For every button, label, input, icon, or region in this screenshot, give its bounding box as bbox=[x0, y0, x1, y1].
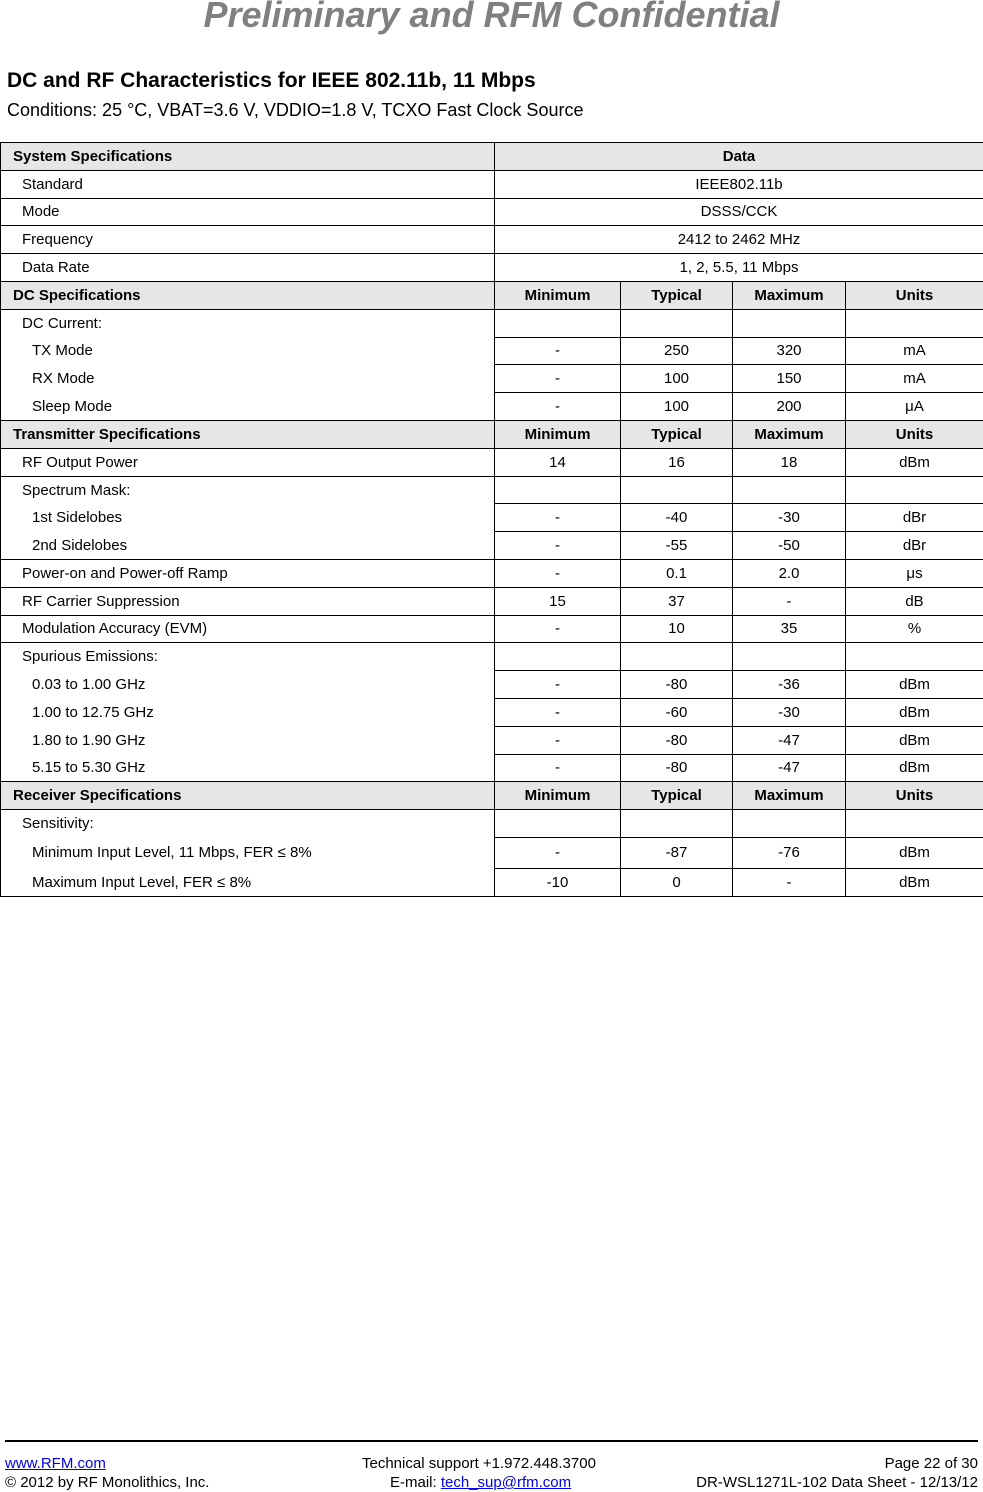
cell-units: dB bbox=[846, 587, 983, 615]
cell-units: dBr bbox=[846, 532, 983, 560]
row-label: Power-on and Power-off Ramp bbox=[1, 559, 495, 587]
cell-max: -36 bbox=[733, 671, 846, 699]
cell-max: 18 bbox=[733, 448, 846, 476]
row-label: Maximum Input Level, FER ≤ 8% bbox=[1, 868, 495, 897]
row-label: RF Output Power bbox=[1, 448, 495, 476]
table-row bbox=[1, 393, 983, 421]
row-label: Frequency bbox=[1, 226, 495, 254]
cell-min: - bbox=[495, 393, 621, 421]
header-max: Maximum bbox=[733, 420, 846, 448]
cell-max: 2.0 bbox=[733, 559, 846, 587]
cell-typ: -60 bbox=[621, 698, 733, 726]
footer-divider bbox=[5, 1440, 978, 1442]
row-label: 1.00 to 12.75 GHz bbox=[1, 698, 495, 726]
system-spec-header bbox=[1, 143, 983, 171]
row-label: Mode bbox=[1, 198, 495, 226]
table-row bbox=[1, 754, 983, 782]
cell-typ: -40 bbox=[621, 504, 733, 532]
group-label: DC Current: bbox=[1, 309, 495, 337]
cell-min: - bbox=[495, 559, 621, 587]
cell-max: 320 bbox=[733, 337, 846, 365]
cell-max: 35 bbox=[733, 615, 846, 643]
row-label: 0.03 to 1.00 GHz bbox=[1, 671, 495, 699]
dc-spec-header bbox=[1, 281, 983, 309]
cell-max: 200 bbox=[733, 393, 846, 421]
rx-spec-header bbox=[1, 782, 983, 810]
cell-typ: 16 bbox=[621, 448, 733, 476]
cell-typ: 37 bbox=[621, 587, 733, 615]
cell-units: dBm bbox=[846, 671, 983, 699]
cell-max: -47 bbox=[733, 754, 846, 782]
copyright: © 2012 by RF Monolithics, Inc. bbox=[5, 1474, 210, 1491]
header-label: System Specifications bbox=[1, 143, 495, 171]
table-row bbox=[1, 726, 983, 754]
cell-typ: 100 bbox=[621, 393, 733, 421]
row-value: DSSS/CCK bbox=[495, 198, 983, 226]
cell-max: -50 bbox=[733, 532, 846, 560]
cell-max: -30 bbox=[733, 698, 846, 726]
tx-spec-header bbox=[1, 420, 983, 448]
cell-max: - bbox=[733, 868, 846, 897]
row-label: Minimum Input Level, 11 Mbps, FER ≤ 8% bbox=[1, 837, 495, 868]
header-typ: Typical bbox=[621, 420, 733, 448]
cell-units: μA bbox=[846, 393, 983, 421]
cell-min: - bbox=[495, 754, 621, 782]
cell-max: 150 bbox=[733, 365, 846, 393]
cell-typ: 250 bbox=[621, 337, 733, 365]
page-number: Page 22 of 30 bbox=[884, 1455, 978, 1472]
row-label: Data Rate bbox=[1, 254, 495, 282]
cell-units: dBm bbox=[846, 698, 983, 726]
table-row bbox=[1, 615, 983, 643]
cell-min: 14 bbox=[495, 448, 621, 476]
cell-min: - bbox=[495, 504, 621, 532]
cell-units: μs bbox=[846, 559, 983, 587]
cell-max: -30 bbox=[733, 504, 846, 532]
cell-units: dBm bbox=[846, 726, 983, 754]
cell-min: - bbox=[495, 671, 621, 699]
cell-min: -10 bbox=[495, 868, 621, 897]
cell-typ: 100 bbox=[621, 365, 733, 393]
support-email bbox=[390, 1474, 571, 1492]
header-min: Minimum bbox=[495, 420, 621, 448]
cell-typ: 0 bbox=[621, 868, 733, 897]
row-label: RX Mode bbox=[1, 365, 495, 393]
cell-units: mA bbox=[846, 365, 983, 393]
cell-max: - bbox=[733, 587, 846, 615]
cell-typ: -87 bbox=[621, 837, 733, 868]
header-max: Maximum bbox=[733, 782, 846, 810]
cell-typ: -80 bbox=[621, 726, 733, 754]
section-conditions: Conditions: 25 °C, VBAT=3.6 V, VDDIO=1.8 V, TCXO Fast Clock Source bbox=[7, 100, 584, 120]
cell-min: - bbox=[495, 615, 621, 643]
cell-min: - bbox=[495, 337, 621, 365]
header-max: Maximum bbox=[733, 281, 846, 309]
table-row bbox=[1, 226, 983, 254]
row-label: Standard bbox=[1, 170, 495, 198]
table-row bbox=[1, 365, 983, 393]
table-row bbox=[1, 170, 983, 198]
cell-max: -76 bbox=[733, 837, 846, 868]
cell-units: dBm bbox=[846, 837, 983, 868]
cell-typ: -80 bbox=[621, 671, 733, 699]
cell-min: - bbox=[495, 837, 621, 868]
header-units: Units bbox=[846, 782, 983, 810]
table-row bbox=[1, 254, 983, 282]
cell-max: -47 bbox=[733, 726, 846, 754]
cell-min: 15 bbox=[495, 587, 621, 615]
cell-units: dBr bbox=[846, 504, 983, 532]
table-row bbox=[1, 868, 983, 897]
confidential-banner: Preliminary and RFM Confidential bbox=[203, 0, 780, 35]
table-row bbox=[1, 587, 983, 615]
row-label: Modulation Accuracy (EVM) bbox=[1, 615, 495, 643]
cell-min: - bbox=[495, 698, 621, 726]
spec-table bbox=[0, 142, 983, 897]
cell-units: dBm bbox=[846, 868, 983, 897]
cell-typ: 0.1 bbox=[621, 559, 733, 587]
table-row bbox=[1, 532, 983, 560]
row-label: 1.80 to 1.90 GHz bbox=[1, 726, 495, 754]
row-label: 5.15 to 5.30 GHz bbox=[1, 754, 495, 782]
cell-units: dBm bbox=[846, 754, 983, 782]
header-typ: Typical bbox=[621, 782, 733, 810]
header-min: Minimum bbox=[495, 782, 621, 810]
email-prefix: E-mail: bbox=[390, 1474, 441, 1491]
cell-typ: -80 bbox=[621, 754, 733, 782]
table-row bbox=[1, 559, 983, 587]
document-id: DR-WSL1271L-102 Data Sheet - 12/13/12 bbox=[696, 1474, 978, 1491]
header-label: Receiver Specifications bbox=[1, 782, 495, 810]
support-phone: Technical support +1.972.448.3700 bbox=[362, 1455, 596, 1472]
header-min: Minimum bbox=[495, 281, 621, 309]
table-row bbox=[1, 309, 983, 337]
header-data: Data bbox=[495, 143, 983, 171]
table-row bbox=[1, 671, 983, 699]
row-label: RF Carrier Suppression bbox=[1, 587, 495, 615]
cell-min: - bbox=[495, 365, 621, 393]
header-typ: Typical bbox=[621, 281, 733, 309]
header-label: Transmitter Specifications bbox=[1, 420, 495, 448]
cell-units: dBm bbox=[846, 448, 983, 476]
header-units: Units bbox=[846, 281, 983, 309]
cell-min: - bbox=[495, 726, 621, 754]
website-link[interactable]: www.RFM.com bbox=[5, 1455, 106, 1472]
group-label: Sensitivity: bbox=[1, 810, 495, 838]
table-row bbox=[1, 837, 983, 868]
row-value: 1, 2, 5.5, 11 Mbps bbox=[495, 254, 983, 282]
header-label: DC Specifications bbox=[1, 281, 495, 309]
table-row bbox=[1, 810, 983, 838]
group-label: Spurious Emissions: bbox=[1, 643, 495, 671]
row-label: TX Mode bbox=[1, 337, 495, 365]
table-row bbox=[1, 504, 983, 532]
table-row bbox=[1, 448, 983, 476]
cell-units: % bbox=[846, 615, 983, 643]
email-link[interactable]: tech_sup@rfm.com bbox=[440, 1474, 572, 1491]
group-label: Spectrum Mask: bbox=[1, 476, 495, 504]
cell-min: - bbox=[495, 532, 621, 560]
cell-units: mA bbox=[846, 337, 983, 365]
row-value: IEEE802.11b bbox=[495, 170, 983, 198]
cell-typ: 10 bbox=[621, 615, 733, 643]
row-label: Sleep Mode bbox=[1, 393, 495, 421]
header-units: Units bbox=[846, 420, 983, 448]
cell-typ: -55 bbox=[621, 532, 733, 560]
table-row bbox=[1, 476, 983, 504]
table-row bbox=[1, 643, 983, 671]
table-row bbox=[1, 198, 983, 226]
row-label: 1st Sidelobes bbox=[1, 504, 495, 532]
table-row bbox=[1, 337, 983, 365]
table-row bbox=[1, 698, 983, 726]
section-title: DC and RF Characteristics for IEEE 802.11b, 11 Mbps bbox=[7, 69, 536, 92]
row-label: 2nd Sidelobes bbox=[1, 532, 495, 560]
row-value: 2412 to 2462 MHz bbox=[495, 226, 983, 254]
